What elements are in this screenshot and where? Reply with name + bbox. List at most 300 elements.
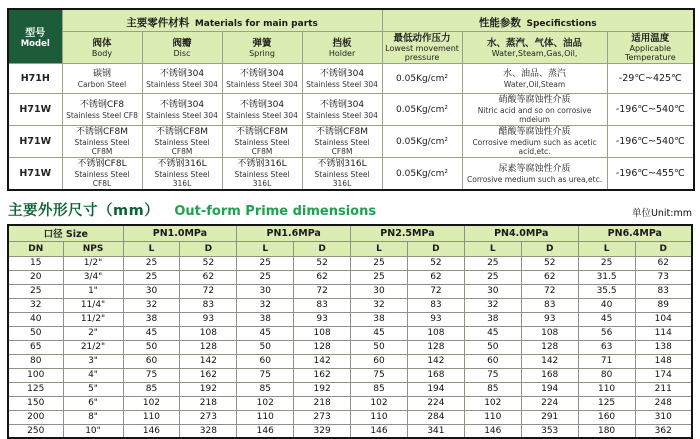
material-name-zh: 不锈钢CF8 [79, 99, 125, 110]
medium-cell [462, 64, 607, 94]
dimension-row [8, 326, 692, 340]
dimension-value-cell: 72 [294, 284, 351, 298]
temperature-cell: -29℃~425℃ [607, 64, 694, 94]
dimension-value-cell: 80 [578, 368, 635, 382]
materials-row [8, 64, 694, 94]
dimension-value-cell: 168 [521, 368, 578, 382]
dimension-value-cell: 25 [464, 256, 521, 270]
dimension-value-cell: 38 [351, 312, 408, 326]
dimension-value-cell: 31.5 [578, 270, 635, 284]
body-column-header [62, 32, 142, 64]
pn10-group-header: PN1.0MPa [123, 225, 237, 241]
dimension-value-cell: 160 [578, 410, 635, 424]
pressure-cell: 0.05Kg/cm² [382, 126, 462, 158]
dimension-value-cell: 71 [578, 354, 635, 368]
dimension-value-cell: 142 [294, 354, 351, 368]
holder-material-cell [302, 126, 382, 158]
material-name-en: Stainless Steel CF8M [154, 138, 210, 156]
dimension-row [8, 340, 692, 354]
dimension-value-cell: 180 [578, 424, 635, 438]
medium-header-en: Water,Steam,Gas,Oil, [491, 48, 578, 58]
dimension-value-cell: 93 [407, 312, 464, 326]
pn64-group-header: PN6.4MPa [578, 225, 692, 241]
dimension-value-cell: 62 [294, 270, 351, 284]
dimension-value-cell: 45 [123, 326, 180, 340]
dimension-value-cell: 142 [180, 354, 237, 368]
material-name-zh: 不锈钢316L [157, 159, 207, 169]
spring-header-en: Spring [249, 48, 275, 58]
spring-column-header [222, 32, 302, 64]
dimension-value-cell: 25 [351, 270, 408, 284]
materials-group-en: Materials for main parts [194, 19, 318, 29]
holder-material-cell [302, 64, 382, 94]
section-title-zh: 主要外形尺寸（mm） [8, 203, 160, 219]
dimension-value-cell: 25 [237, 256, 294, 270]
spring-material-cell [222, 64, 302, 94]
nps-cell: 10" [63, 424, 123, 438]
material-name-en: Stainless Steel CF8L [74, 170, 130, 188]
material-name-zh: 不锈钢304 [239, 99, 285, 110]
dimension-value-cell: 72 [407, 284, 464, 298]
dimension-row [8, 382, 692, 396]
model-header-cell [8, 9, 62, 64]
dimension-row [8, 410, 692, 424]
dimension-value-cell: 146 [237, 424, 294, 438]
nps-cell: 21/2" [63, 340, 123, 354]
nps-cell: 11/2" [63, 312, 123, 326]
disc-material-cell [142, 126, 222, 158]
dimension-value-cell: 60 [464, 354, 521, 368]
dimension-value-cell: 142 [407, 354, 464, 368]
d-header: D [180, 241, 237, 256]
dimension-value-cell: 25 [578, 256, 635, 270]
dn-cell: 100 [8, 368, 63, 382]
dimension-value-cell: 194 [521, 382, 578, 396]
dimension-value-cell: 30 [123, 284, 180, 298]
dimension-value-cell: 38 [123, 312, 180, 326]
dn-cell: 25 [8, 284, 63, 298]
spring-material-cell [222, 158, 302, 191]
section-title-en: Out-form Prime dimensions [174, 204, 377, 219]
material-name-en: Stainless Steel 316L [314, 170, 370, 188]
nps-cell: 3" [63, 354, 123, 368]
dimension-value-cell: 83 [294, 298, 351, 312]
temperature-header-en: Applicable Temperature [624, 44, 676, 62]
unit-note: 单位Unit:mm [631, 208, 692, 219]
medium-zh: 硝酸等腐蚀性介质 [498, 95, 571, 105]
holder-header-en: Holder [328, 48, 356, 58]
material-name-zh: 不锈钢CF8M [76, 127, 128, 137]
dimension-value-cell: 45 [237, 326, 294, 340]
spring-header-zh: 弹簧 [252, 37, 272, 49]
dimension-value-cell: 128 [294, 340, 351, 354]
pn16-group-header: PN1.6MPa [237, 225, 351, 241]
dimension-value-cell: 102 [237, 396, 294, 410]
dimension-value-cell: 85 [123, 382, 180, 396]
size-group-header: 口径 Size [8, 225, 123, 241]
medium-en: Nitric acid and so on corrosive mdeium [477, 106, 592, 124]
dimension-value-cell: 30 [237, 284, 294, 298]
materials-group-zh: 主要零件材料 [126, 17, 190, 29]
material-name-zh: 不锈钢CF8M [236, 127, 288, 137]
medium-zh: 醋酸等腐蚀性介质 [498, 127, 571, 137]
dimension-value-cell: 114 [635, 326, 692, 340]
dimension-value-cell: 108 [407, 326, 464, 340]
nps-cell: 5" [63, 382, 123, 396]
specs-group-zh: 性能参数 [478, 17, 521, 29]
dimension-value-cell: 93 [294, 312, 351, 326]
dimension-value-cell: 62 [521, 270, 578, 284]
dn-cell: 40 [8, 312, 63, 326]
pressure-header-zh: 最低动作压力 [393, 33, 451, 44]
dimensions-header-sub-row [8, 241, 692, 256]
disc-material-cell [142, 64, 222, 94]
material-name-en: Stainless Steel 304 [226, 110, 298, 120]
dn-cell: 15 [8, 256, 63, 270]
disc-header-en: Disc [173, 48, 191, 58]
model-cell: H71W [8, 126, 62, 158]
dimension-value-cell: 60 [237, 354, 294, 368]
dimension-value-cell: 63 [578, 340, 635, 354]
dimension-value-cell: 328 [180, 424, 237, 438]
dimension-value-cell: 32 [351, 298, 408, 312]
dimension-value-cell: 341 [407, 424, 464, 438]
dimension-value-cell: 50 [237, 340, 294, 354]
dimension-value-cell: 62 [635, 256, 692, 270]
material-name-en: Stainless Steel 304 [146, 79, 218, 89]
dn-cell: 250 [8, 424, 63, 438]
dimensions-section-title [8, 199, 376, 220]
dimension-value-cell: 102 [123, 396, 180, 410]
dn-cell: 125 [8, 382, 63, 396]
medium-cell [462, 126, 607, 158]
dimension-value-cell: 102 [351, 396, 408, 410]
dimension-value-cell: 72 [521, 284, 578, 298]
dimension-value-cell: 60 [123, 354, 180, 368]
dimension-value-cell: 25 [237, 270, 294, 284]
dimension-value-cell: 128 [180, 340, 237, 354]
body-material-cell [62, 94, 142, 126]
dimension-value-cell: 284 [407, 410, 464, 424]
dimension-value-cell: 52 [521, 256, 578, 270]
model-cell: H71W [8, 158, 62, 191]
dimension-value-cell: 194 [407, 382, 464, 396]
dimension-value-cell: 310 [635, 410, 692, 424]
dimension-value-cell: 353 [521, 424, 578, 438]
holder-material-cell [302, 94, 382, 126]
dn-header: DN [8, 241, 63, 256]
dimension-value-cell: 45 [578, 312, 635, 326]
dn-cell: 150 [8, 396, 63, 410]
material-name-zh: 不锈钢CF8M [316, 127, 368, 137]
dn-cell: 32 [8, 298, 63, 312]
pressure-cell: 0.05Kg/cm² [382, 94, 462, 126]
dimension-value-cell: 224 [407, 396, 464, 410]
d-header: D [635, 241, 692, 256]
dimension-value-cell: 85 [464, 382, 521, 396]
spring-material-cell [222, 126, 302, 158]
dimension-value-cell: 38 [464, 312, 521, 326]
dimension-value-cell: 52 [180, 256, 237, 270]
nps-cell: 11/4" [63, 298, 123, 312]
dimension-value-cell: 192 [180, 382, 237, 396]
materials-group-header [62, 9, 382, 32]
nps-cell: 8" [63, 410, 123, 424]
dimension-value-cell: 168 [407, 368, 464, 382]
dimension-value-cell: 89 [635, 298, 692, 312]
nps-cell: 2" [63, 326, 123, 340]
dimension-value-cell: 85 [237, 382, 294, 396]
body-material-cell [62, 126, 142, 158]
dimension-value-cell: 25 [351, 256, 408, 270]
d-header: D [407, 241, 464, 256]
dimension-value-cell: 362 [635, 424, 692, 438]
disc-material-cell [142, 94, 222, 126]
disc-header-zh: 阀瓣 [172, 37, 192, 49]
dimension-value-cell: 93 [521, 312, 578, 326]
l-header: L [578, 241, 635, 256]
dimension-value-cell: 142 [521, 354, 578, 368]
dimension-value-cell: 128 [521, 340, 578, 354]
dimension-value-cell: 75 [237, 368, 294, 382]
dimension-value-cell: 72 [180, 284, 237, 298]
d-header: D [521, 241, 578, 256]
model-cell: H71H [8, 64, 62, 94]
dimension-value-cell: 73 [635, 270, 692, 284]
pn40-group-header: PN4.0MPa [464, 225, 578, 241]
dimensions-table [7, 224, 693, 439]
medium-en: Corrosive medium such as urea,etc. [467, 174, 603, 184]
model-header-zh: 型号 [25, 28, 46, 39]
dimension-value-cell: 30 [351, 284, 408, 298]
dimension-value-cell: 108 [180, 326, 237, 340]
dimension-value-cell: 110 [351, 410, 408, 424]
pressure-column-header [382, 32, 462, 64]
dimension-value-cell: 75 [351, 368, 408, 382]
material-name-zh: 不锈钢CF8M [156, 127, 208, 137]
dimension-value-cell: 148 [635, 354, 692, 368]
dimension-value-cell: 162 [180, 368, 237, 382]
dimension-row [8, 424, 692, 438]
body-material-cell [62, 158, 142, 191]
l-header: L [237, 241, 294, 256]
dimension-value-cell: 52 [407, 256, 464, 270]
dimension-value-cell: 108 [294, 326, 351, 340]
temperature-cell: -196℃~540℃ [607, 126, 694, 158]
dimension-value-cell: 25 [123, 270, 180, 284]
dimension-value-cell: 50 [351, 340, 408, 354]
medium-en: Corrosive medium such as acetic acid,etc. [472, 138, 597, 156]
body-header-en: Body [91, 48, 113, 58]
nps-cell: 1" [63, 284, 123, 298]
model-cell: H71W [8, 94, 62, 126]
nps-cell: 6" [63, 396, 123, 410]
materials-row [8, 94, 694, 126]
materials-header-sub-row [8, 32, 694, 64]
dimension-value-cell: 62 [407, 270, 464, 284]
nps-cell: 4" [63, 368, 123, 382]
dimension-row [8, 256, 692, 270]
dimensions-section-header [8, 198, 692, 220]
material-name-en: Carbon Steel [77, 79, 127, 89]
dimension-value-cell: 104 [635, 312, 692, 326]
material-name-zh: 不锈钢304 [319, 99, 365, 110]
pressure-header-en: Lowest movement pressure [385, 44, 459, 62]
dimension-value-cell: 62 [180, 270, 237, 284]
material-name-en: Stainless Steel 304 [146, 110, 218, 120]
dimension-value-cell: 110 [464, 410, 521, 424]
material-name-en: Stainless Steel CF8M [74, 138, 130, 156]
dimension-value-cell: 45 [351, 326, 408, 340]
dimension-row [8, 284, 692, 298]
dimension-value-cell: 224 [521, 396, 578, 410]
dimension-value-cell: 192 [294, 382, 351, 396]
dimension-value-cell: 60 [351, 354, 408, 368]
dimension-row [8, 312, 692, 326]
material-name-en: Stainless Steel 304 [226, 79, 298, 89]
material-name-en: Stainless Steel 316L [234, 170, 290, 188]
material-name-en: Stainless Steel CF8 [66, 110, 138, 120]
dimension-value-cell: 32 [123, 298, 180, 312]
dimension-value-cell: 75 [123, 368, 180, 382]
dimension-value-cell: 110 [123, 410, 180, 424]
dimension-value-cell: 218 [180, 396, 237, 410]
pressure-cell: 0.05Kg/cm² [382, 64, 462, 94]
dimension-value-cell: 35.5 [578, 284, 635, 298]
nps-cell: 3/4" [63, 270, 123, 284]
l-header: L [351, 241, 408, 256]
dimension-value-cell: 273 [294, 410, 351, 424]
dimension-value-cell: 211 [635, 382, 692, 396]
medium-zh: 尿素等腐蚀性介质 [498, 163, 571, 174]
materials-row [8, 126, 694, 158]
dimension-value-cell: 83 [180, 298, 237, 312]
temperature-cell: -196℃~540℃ [607, 94, 694, 126]
medium-column-header [462, 32, 607, 64]
dimension-value-cell: 30 [464, 284, 521, 298]
dimensions-table-body [8, 256, 692, 438]
dn-cell: 50 [8, 326, 63, 340]
body-material-cell [62, 64, 142, 94]
temperature-cell: -196℃~455℃ [607, 158, 694, 191]
materials-table [7, 8, 695, 191]
dimension-value-cell: 110 [578, 382, 635, 396]
material-name-zh: 不锈钢304 [239, 68, 285, 79]
dimension-value-cell: 85 [351, 382, 408, 396]
dimension-value-cell: 248 [635, 396, 692, 410]
materials-table-body [8, 64, 694, 191]
pn25-group-header: PN2.5MPa [351, 225, 465, 241]
material-name-en: Stainless Steel 304 [306, 110, 378, 120]
temperature-column-header [607, 32, 694, 64]
dimension-value-cell: 138 [635, 340, 692, 354]
dimension-value-cell: 83 [635, 284, 692, 298]
dimension-value-cell: 50 [464, 340, 521, 354]
material-name-en: Stainless Steel 316L [154, 170, 210, 188]
material-name-zh: 不锈钢316L [237, 159, 287, 169]
dimension-row [8, 396, 692, 410]
medium-cell [462, 158, 607, 191]
medium-zh: 水、油品、蒸汽 [503, 68, 567, 79]
specs-group-en: Specificstions [526, 19, 597, 29]
dimension-value-cell: 93 [180, 312, 237, 326]
nps-cell: 1/2" [63, 256, 123, 270]
dn-cell: 20 [8, 270, 63, 284]
model-header-en: Model [20, 39, 50, 49]
holder-material-cell [302, 158, 382, 191]
dimension-row [8, 354, 692, 368]
disc-material-cell [142, 158, 222, 191]
dimension-value-cell: 45 [464, 326, 521, 340]
material-name-zh: 碳钢 [92, 68, 111, 79]
dimensions-header-group-row [8, 225, 692, 241]
dimension-row [8, 270, 692, 284]
dimension-value-cell: 83 [407, 298, 464, 312]
dimension-value-cell: 32 [237, 298, 294, 312]
dn-cell: 200 [8, 410, 63, 424]
medium-cell [462, 94, 607, 126]
dimension-value-cell: 110 [237, 410, 294, 424]
d-header: D [294, 241, 351, 256]
dimension-value-cell: 83 [521, 298, 578, 312]
dimension-value-cell: 146 [464, 424, 521, 438]
dimension-value-cell: 162 [294, 368, 351, 382]
dimension-row [8, 298, 692, 312]
dimension-value-cell: 52 [294, 256, 351, 270]
dimension-value-cell: 102 [464, 396, 521, 410]
dimension-value-cell: 273 [180, 410, 237, 424]
dimension-value-cell: 174 [635, 368, 692, 382]
material-name-en: Stainless Steel 304 [306, 79, 378, 89]
dimension-value-cell: 146 [351, 424, 408, 438]
materials-header-group-row [8, 9, 694, 32]
dimension-value-cell: 128 [407, 340, 464, 354]
l-header: L [123, 241, 180, 256]
holder-column-header [302, 32, 382, 64]
dimension-row [8, 368, 692, 382]
dimension-value-cell: 25 [464, 270, 521, 284]
dn-cell: 65 [8, 340, 63, 354]
dimension-value-cell: 329 [294, 424, 351, 438]
material-name-zh: 不锈钢304 [319, 68, 365, 79]
dimension-value-cell: 291 [521, 410, 578, 424]
disc-column-header [142, 32, 222, 64]
dimension-value-cell: 40 [578, 298, 635, 312]
dimension-value-cell: 125 [578, 396, 635, 410]
nps-header: NPS [63, 241, 123, 256]
body-header-zh: 阀体 [92, 37, 112, 49]
holder-header-zh: 挡板 [332, 37, 352, 49]
spring-material-cell [222, 94, 302, 126]
specs-group-header [382, 9, 694, 32]
dimension-value-cell: 56 [578, 326, 635, 340]
temperature-header-zh: 适用温度 [631, 33, 670, 44]
dimension-value-cell: 146 [123, 424, 180, 438]
material-name-zh: 不锈钢304 [159, 68, 205, 79]
dimension-value-cell: 32 [464, 298, 521, 312]
materials-row [8, 158, 694, 191]
material-name-zh: 不锈钢304 [159, 99, 205, 110]
medium-en: Water,Oil,Steam [503, 79, 566, 89]
dimension-value-cell: 50 [123, 340, 180, 354]
dimension-value-cell: 218 [294, 396, 351, 410]
dimension-value-cell: 108 [521, 326, 578, 340]
material-name-zh: 不锈钢316L [317, 159, 367, 169]
material-name-zh: 不锈钢CF8L [77, 159, 127, 169]
dimension-value-cell: 38 [237, 312, 294, 326]
l-header: L [464, 241, 521, 256]
pressure-cell: 0.05Kg/cm² [382, 158, 462, 191]
